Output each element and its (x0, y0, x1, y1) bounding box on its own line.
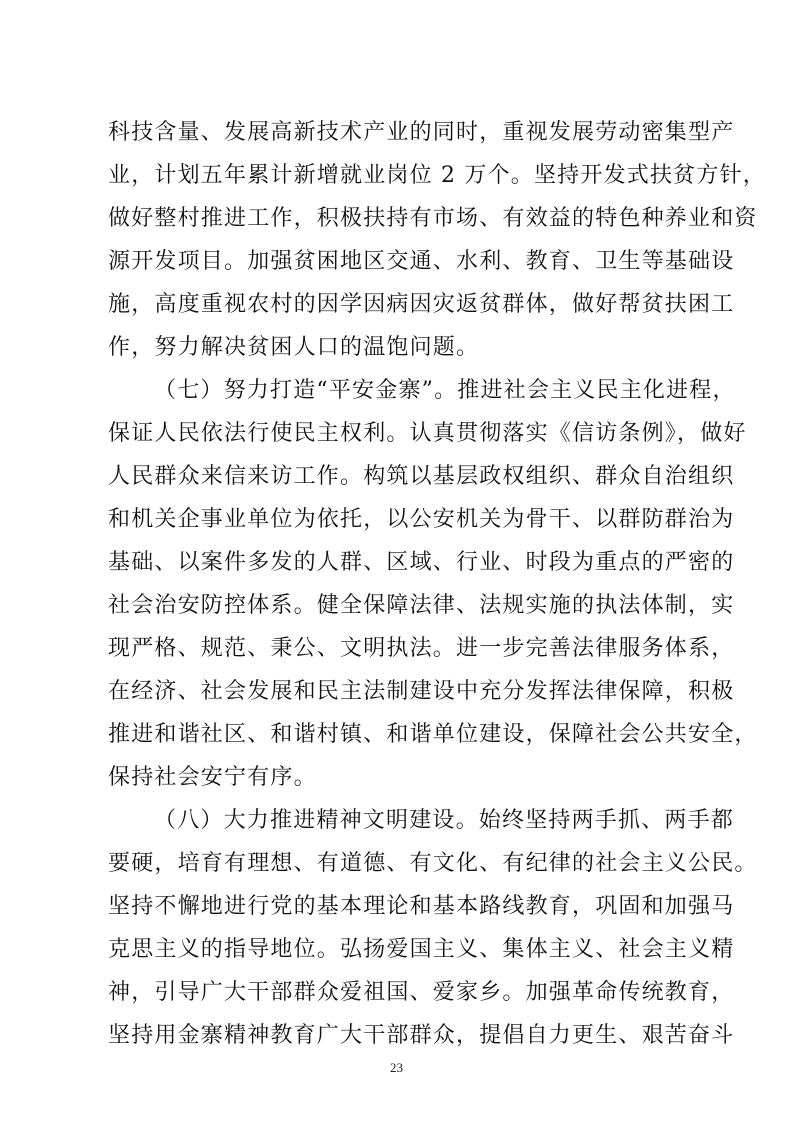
paragraph-2-line-4: 和机关企事业单位为依托，以公安机关为骨干、以群防群治为 (108, 507, 735, 532)
paragraph-2-line-5: 基础、以案件多发的人群、区域、行业、时段为重点的严密的 (108, 550, 735, 575)
paragraph-3-line-4: 克思主义的指导地位。弘扬爱国主义、集体主义、社会主义精 (108, 937, 735, 962)
paragraph-1-line-6: 作，努力解决贫困人口的温饱问题。 (108, 335, 480, 360)
paragraph-2-line-6: 社会治安防控体系。健全保障法律、法规实施的执法体制，实 (108, 593, 735, 618)
paragraph-3-line-1: （八）大力推进精神文明建设。始终坚持两手抓、两手都 (154, 808, 735, 833)
paragraph-1-line-2: 业，计划五年累计新增就业岗位 2 万个。坚持开发式扶贫方针， (108, 163, 766, 188)
paragraph-3-line-6: 坚持用金寨精神教育广大干部群众，提倡自力更生、艰苦奋斗 (108, 1023, 735, 1048)
paragraph-1-line-5: 施，高度重视农村的因学因病因灾返贫群体，做好帮贫扶困工 (108, 292, 735, 317)
paragraph-1-line-3: 做好整村推进工作，积极扶持有市场、有效益的特色种养业和资 (108, 206, 758, 231)
page-number: 23 (390, 1060, 403, 1075)
paragraph-2-line-9: 推进和谐社区、和谐村镇、和谐单位建设，保障社会公共安全， (108, 722, 758, 747)
paragraph-2-line-8: 在经济、社会发展和民主法制建设中充分发挥法律保障，积极 (108, 679, 735, 704)
paragraph-2-line-3: 人民群众来信来访工作。构筑以基层政权组织、群众自治组织 (108, 464, 735, 489)
paragraph-2-line-7: 现严格、规范、秉公、文明执法。进一步完善法律服务体系， (108, 636, 735, 661)
paragraph-2-line-2: 保证人民依法行使民主权利。认真贯彻落实《信访条例》，做好 (108, 421, 747, 446)
paragraph-3-line-3: 坚持不懈地进行党的基本理论和基本路线教育，巩固和加强马 (108, 894, 735, 919)
paragraph-2-line-10: 保持社会安宁有序。 (108, 765, 317, 790)
paragraph-3-line-2: 要硬，培育有理想、有道德、有文化、有纪律的社会主义公民。 (108, 851, 758, 876)
paragraph-1-line-4: 源开发项目。加强贫困地区交通、水利、教育、卫生等基础设 (108, 249, 735, 274)
paragraph-1-line-1: 科技含量、发展高新技术产业的同时，重视发展劳动密集型产 (108, 120, 735, 145)
paragraph-3-line-5: 神，引导广大干部群众爱祖国、爱家乡。加强革命传统教育， (108, 980, 735, 1005)
paragraph-2-line-1: （七）努力打造“平安金寨”。推进社会主义民主化进程， (154, 378, 736, 403)
